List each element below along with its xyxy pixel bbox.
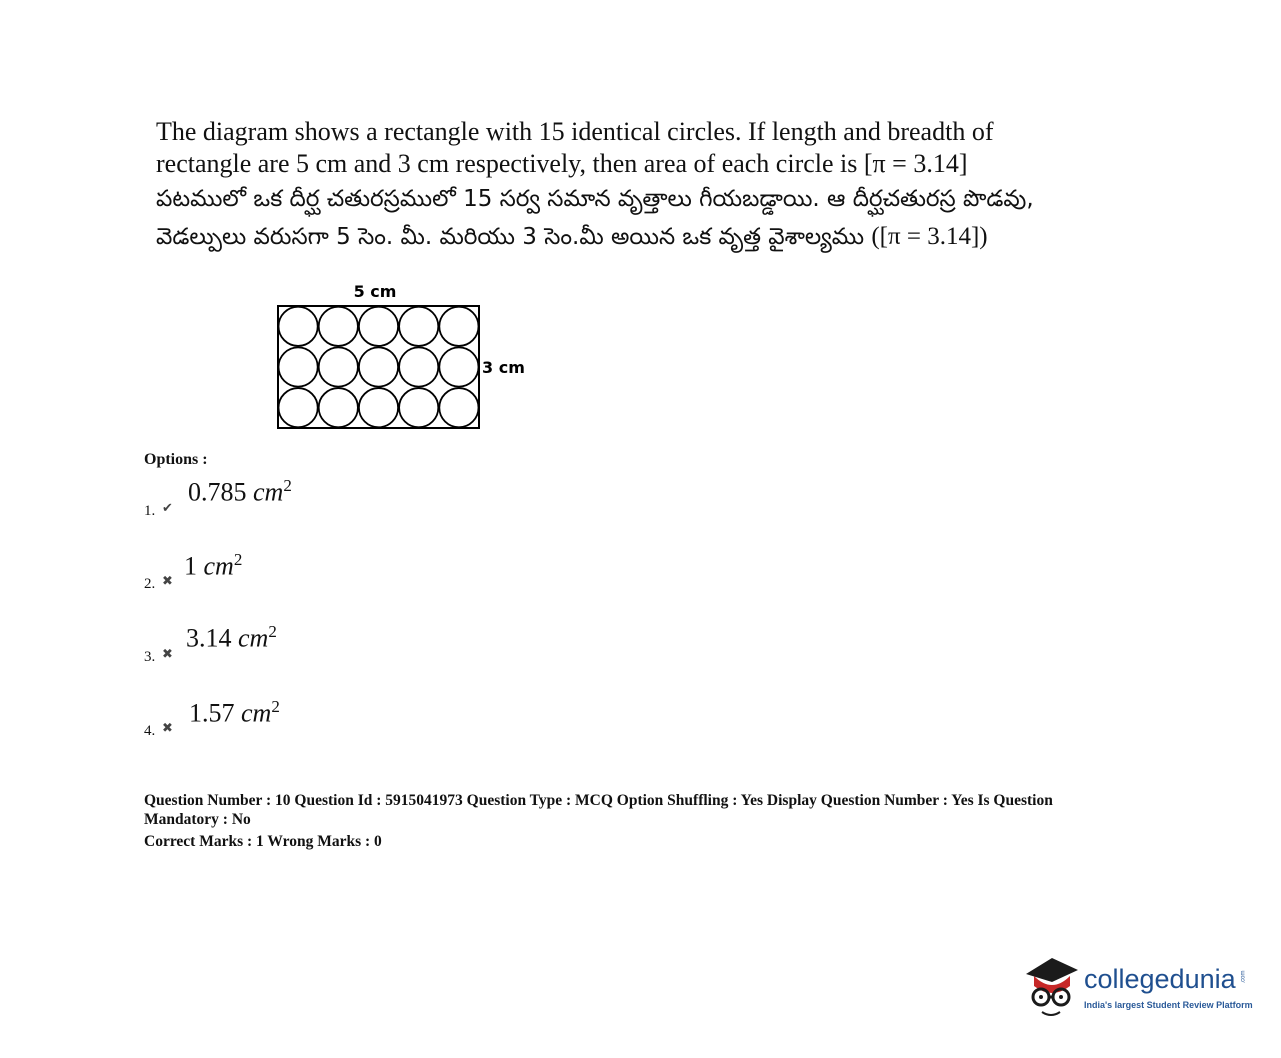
question-english-line-2: rectangle are 5 cm and 3 cm respectively, then area of each circle is [π = 3.14] [156, 149, 968, 178]
question-telugu-line-2 [156, 218, 1086, 256]
circle [439, 388, 478, 427]
option-1-number: 1. [144, 503, 156, 519]
logo-tagline: India's largest Student Review Platform [1084, 1000, 1253, 1010]
option-4-number: 4. [144, 723, 156, 739]
logo-com: .com [1240, 970, 1247, 984]
metadata-line-2: Mandatory : No [144, 811, 251, 828]
option-4-value [189, 697, 280, 729]
option-2-power: 2 [233, 550, 243, 569]
option-2-number-value: 1 [184, 551, 197, 581]
option-1-unit: cm [253, 477, 284, 507]
question-text [156, 116, 1086, 256]
circle [279, 307, 318, 346]
logo-name: collegedunia [1084, 964, 1236, 994]
option-3-unit: cm [238, 623, 269, 653]
circle [359, 347, 398, 386]
circle [319, 347, 358, 386]
question-telugu-line-1: పటములో ఒక దీర్ఘ చతురస్రములో 15 సర్వ సమాన వృత్తాలు గీయబడ్డాయి. ఆ దీర్ఘచతురస్ర పొడవు, [156, 186, 1034, 212]
option-3-value [186, 622, 277, 654]
question-telugu-line-2-math: ([π = 3.14]) [871, 223, 988, 250]
option-1-value [188, 476, 292, 508]
rectangle-outline [278, 306, 479, 428]
question-metadata [144, 791, 1124, 851]
option-2-value [184, 550, 242, 582]
option-3-power: 2 [268, 622, 277, 641]
check-icon: ✔ [162, 500, 173, 515]
cross-icon: ✖ [162, 720, 173, 735]
circle [439, 307, 478, 346]
cross-icon: ✖ [162, 646, 173, 661]
rectangle-circles-diagram [260, 278, 550, 438]
circle [359, 307, 398, 346]
mascot-icon [1022, 952, 1082, 1022]
circle [319, 307, 358, 346]
question-telugu-line-2-text: వెడల్పులు వరుసగా 5 సెం. మీ. మరియు 3 సెం.మీ అయిన ఒక వృత్త వైశాల్యము [156, 224, 872, 250]
marks-line: Correct Marks : 1 Wrong Marks : 0 [144, 833, 382, 850]
circle [319, 388, 358, 427]
circle [279, 388, 318, 427]
circle [359, 388, 398, 427]
option-4-number-value: 1.57 [189, 698, 235, 728]
option-1-number-value: 0.785 [188, 477, 247, 507]
option-1-power: 2 [283, 476, 292, 495]
option-4-power: 2 [271, 697, 280, 716]
circle [279, 347, 318, 386]
option-4-unit: cm [241, 698, 272, 728]
circle [399, 388, 438, 427]
metadata-line-1: Question Number : 10 Question Id : 5915041973 Question Type : MCQ Option Shuffling : Yes Display Question Number : Yes Is Question [144, 792, 1053, 809]
circle [399, 307, 438, 346]
circles-group [279, 307, 479, 428]
options-heading: Options : [144, 451, 208, 468]
question-english-line-1: The diagram shows a rectangle with 15 identical circles. If length and breadth of [156, 117, 994, 146]
breadth-label: 3 cm [482, 358, 525, 377]
length-label: 5 cm [353, 282, 397, 301]
option-3-number: 3. [144, 649, 156, 665]
collegedunia-logo [1022, 952, 1262, 1022]
option-2-number: 2. [144, 576, 156, 592]
option-3-number-value: 3.14 [186, 623, 232, 653]
option-2-unit: cm [203, 551, 234, 581]
circle [439, 347, 478, 386]
circle [399, 347, 438, 386]
cross-icon: ✖ [162, 573, 173, 588]
